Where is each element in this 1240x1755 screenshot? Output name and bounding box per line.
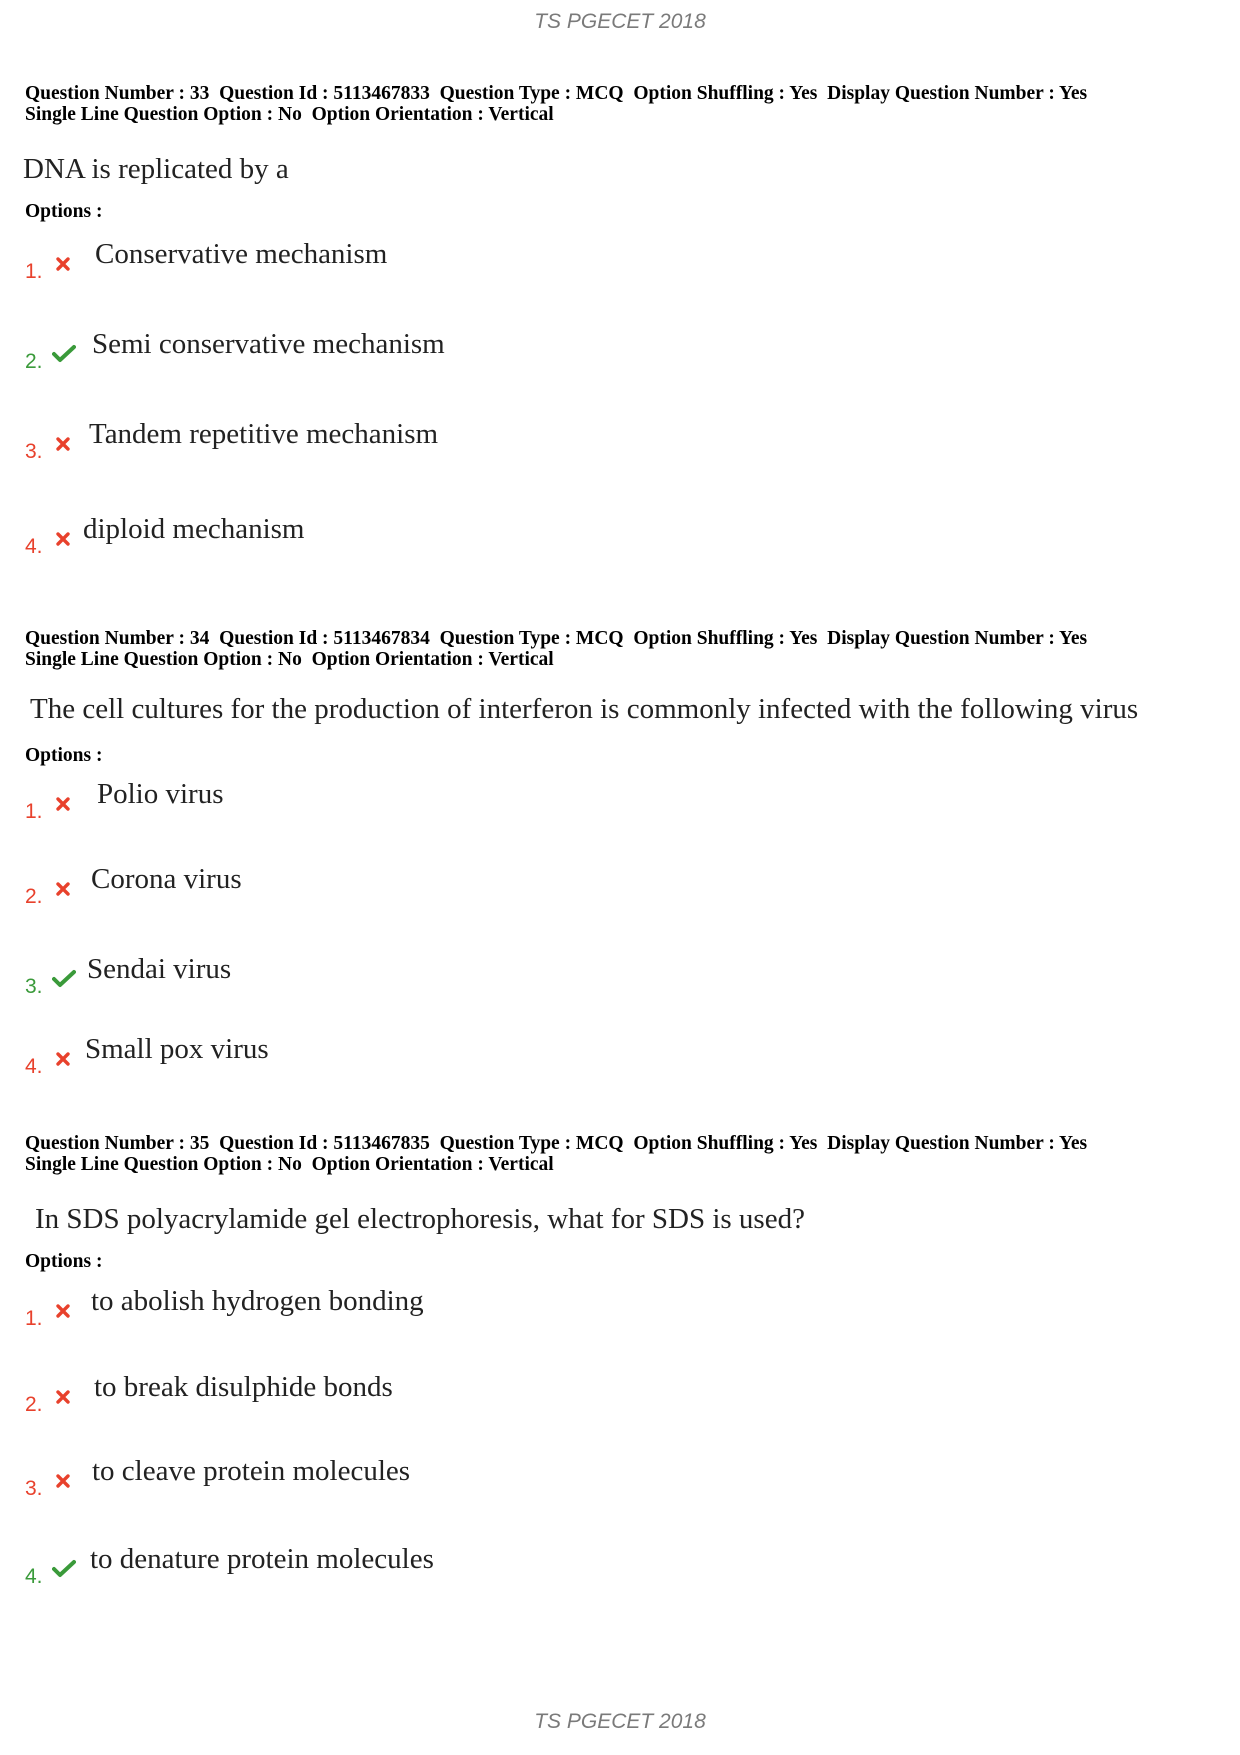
option-text: to break disulphide bonds [94, 1371, 393, 1403]
option-item[interactable] [25, 1285, 925, 1335]
cross-icon [55, 1389, 71, 1405]
option-number: 4. [25, 1055, 43, 1078]
page-header: TS PGECET 2018 [534, 10, 706, 33]
cross-icon [55, 881, 71, 897]
cross-icon [55, 1303, 71, 1319]
question-meta-line2: Single Line Question Option : No Option Orientation : Vertical [25, 1154, 554, 1175]
option-item[interactable] [25, 863, 925, 913]
question-meta-line1: Question Number : 33 Question Id : 5113467833 Question Type : MCQ Option Shuffling : Yes Display Question Number : Yes [25, 83, 1088, 104]
option-item[interactable] [25, 1543, 925, 1593]
option-text: diploid mechanism [83, 513, 305, 545]
options-label: Options : [25, 1251, 103, 1272]
cross-icon [55, 436, 71, 452]
question-block [25, 1133, 1225, 1613]
option-item[interactable] [25, 513, 925, 563]
option-text: Polio virus [97, 778, 224, 810]
cross-icon [55, 1051, 71, 1067]
option-number: 4. [25, 1565, 43, 1588]
check-icon [52, 1559, 76, 1579]
question-meta-line2: Single Line Question Option : No Option Orientation : Vertical [25, 649, 554, 670]
option-number: 3. [25, 975, 43, 998]
option-item[interactable] [25, 1371, 925, 1421]
option-number: 4. [25, 535, 43, 558]
check-icon [52, 969, 76, 989]
question-meta-line2: Single Line Question Option : No Option Orientation : Vertical [25, 104, 554, 125]
option-number: 2. [25, 350, 43, 373]
question-meta-line1: Question Number : 35 Question Id : 5113467835 Question Type : MCQ Option Shuffling : Yes Display Question Number : Yes [25, 1133, 1088, 1154]
option-text: Semi conservative mechanism [92, 328, 445, 360]
option-item[interactable] [25, 1455, 925, 1505]
cross-icon [55, 531, 71, 547]
option-text: Sendai virus [87, 953, 232, 985]
question-text: DNA is replicated by a [23, 153, 289, 185]
question-block [25, 83, 1225, 563]
option-number: 3. [25, 440, 43, 463]
check-icon [52, 344, 76, 364]
option-text: to abolish hydrogen bonding [91, 1285, 424, 1317]
question-text: In SDS polyacrylamide gel electrophoresis, what for SDS is used? [35, 1203, 805, 1235]
question-block [25, 628, 1225, 1088]
option-item[interactable] [25, 418, 925, 468]
option-number: 1. [25, 260, 43, 283]
option-number: 2. [25, 885, 43, 908]
option-item[interactable] [25, 328, 925, 378]
cross-icon [55, 1473, 71, 1489]
option-item[interactable] [25, 778, 925, 828]
option-text: Tandem repetitive mechanism [89, 418, 439, 450]
option-number: 1. [25, 800, 43, 823]
option-item[interactable] [25, 953, 925, 1003]
question-meta-line1: Question Number : 34 Question Id : 5113467834 Question Type : MCQ Option Shuffling : Yes Display Question Number : Yes [25, 628, 1088, 649]
option-text: to cleave protein molecules [92, 1455, 411, 1487]
cross-icon [55, 256, 71, 272]
option-text: Small pox virus [85, 1033, 269, 1065]
option-text: to denature protein molecules [90, 1543, 434, 1575]
option-number: 3. [25, 1477, 43, 1500]
option-item[interactable] [25, 238, 925, 288]
options-label: Options : [25, 745, 103, 766]
option-number: 1. [25, 1307, 43, 1330]
option-item[interactable] [25, 1033, 925, 1083]
option-text: Corona virus [91, 863, 242, 895]
option-number: 2. [25, 1393, 43, 1416]
page-footer: TS PGECET 2018 [534, 1710, 706, 1733]
question-text: The cell cultures for the production of interferon is commonly infected with the following virus [30, 693, 1139, 725]
options-label: Options : [25, 201, 103, 222]
cross-icon [55, 796, 71, 812]
option-text: Conservative mechanism [95, 238, 388, 270]
